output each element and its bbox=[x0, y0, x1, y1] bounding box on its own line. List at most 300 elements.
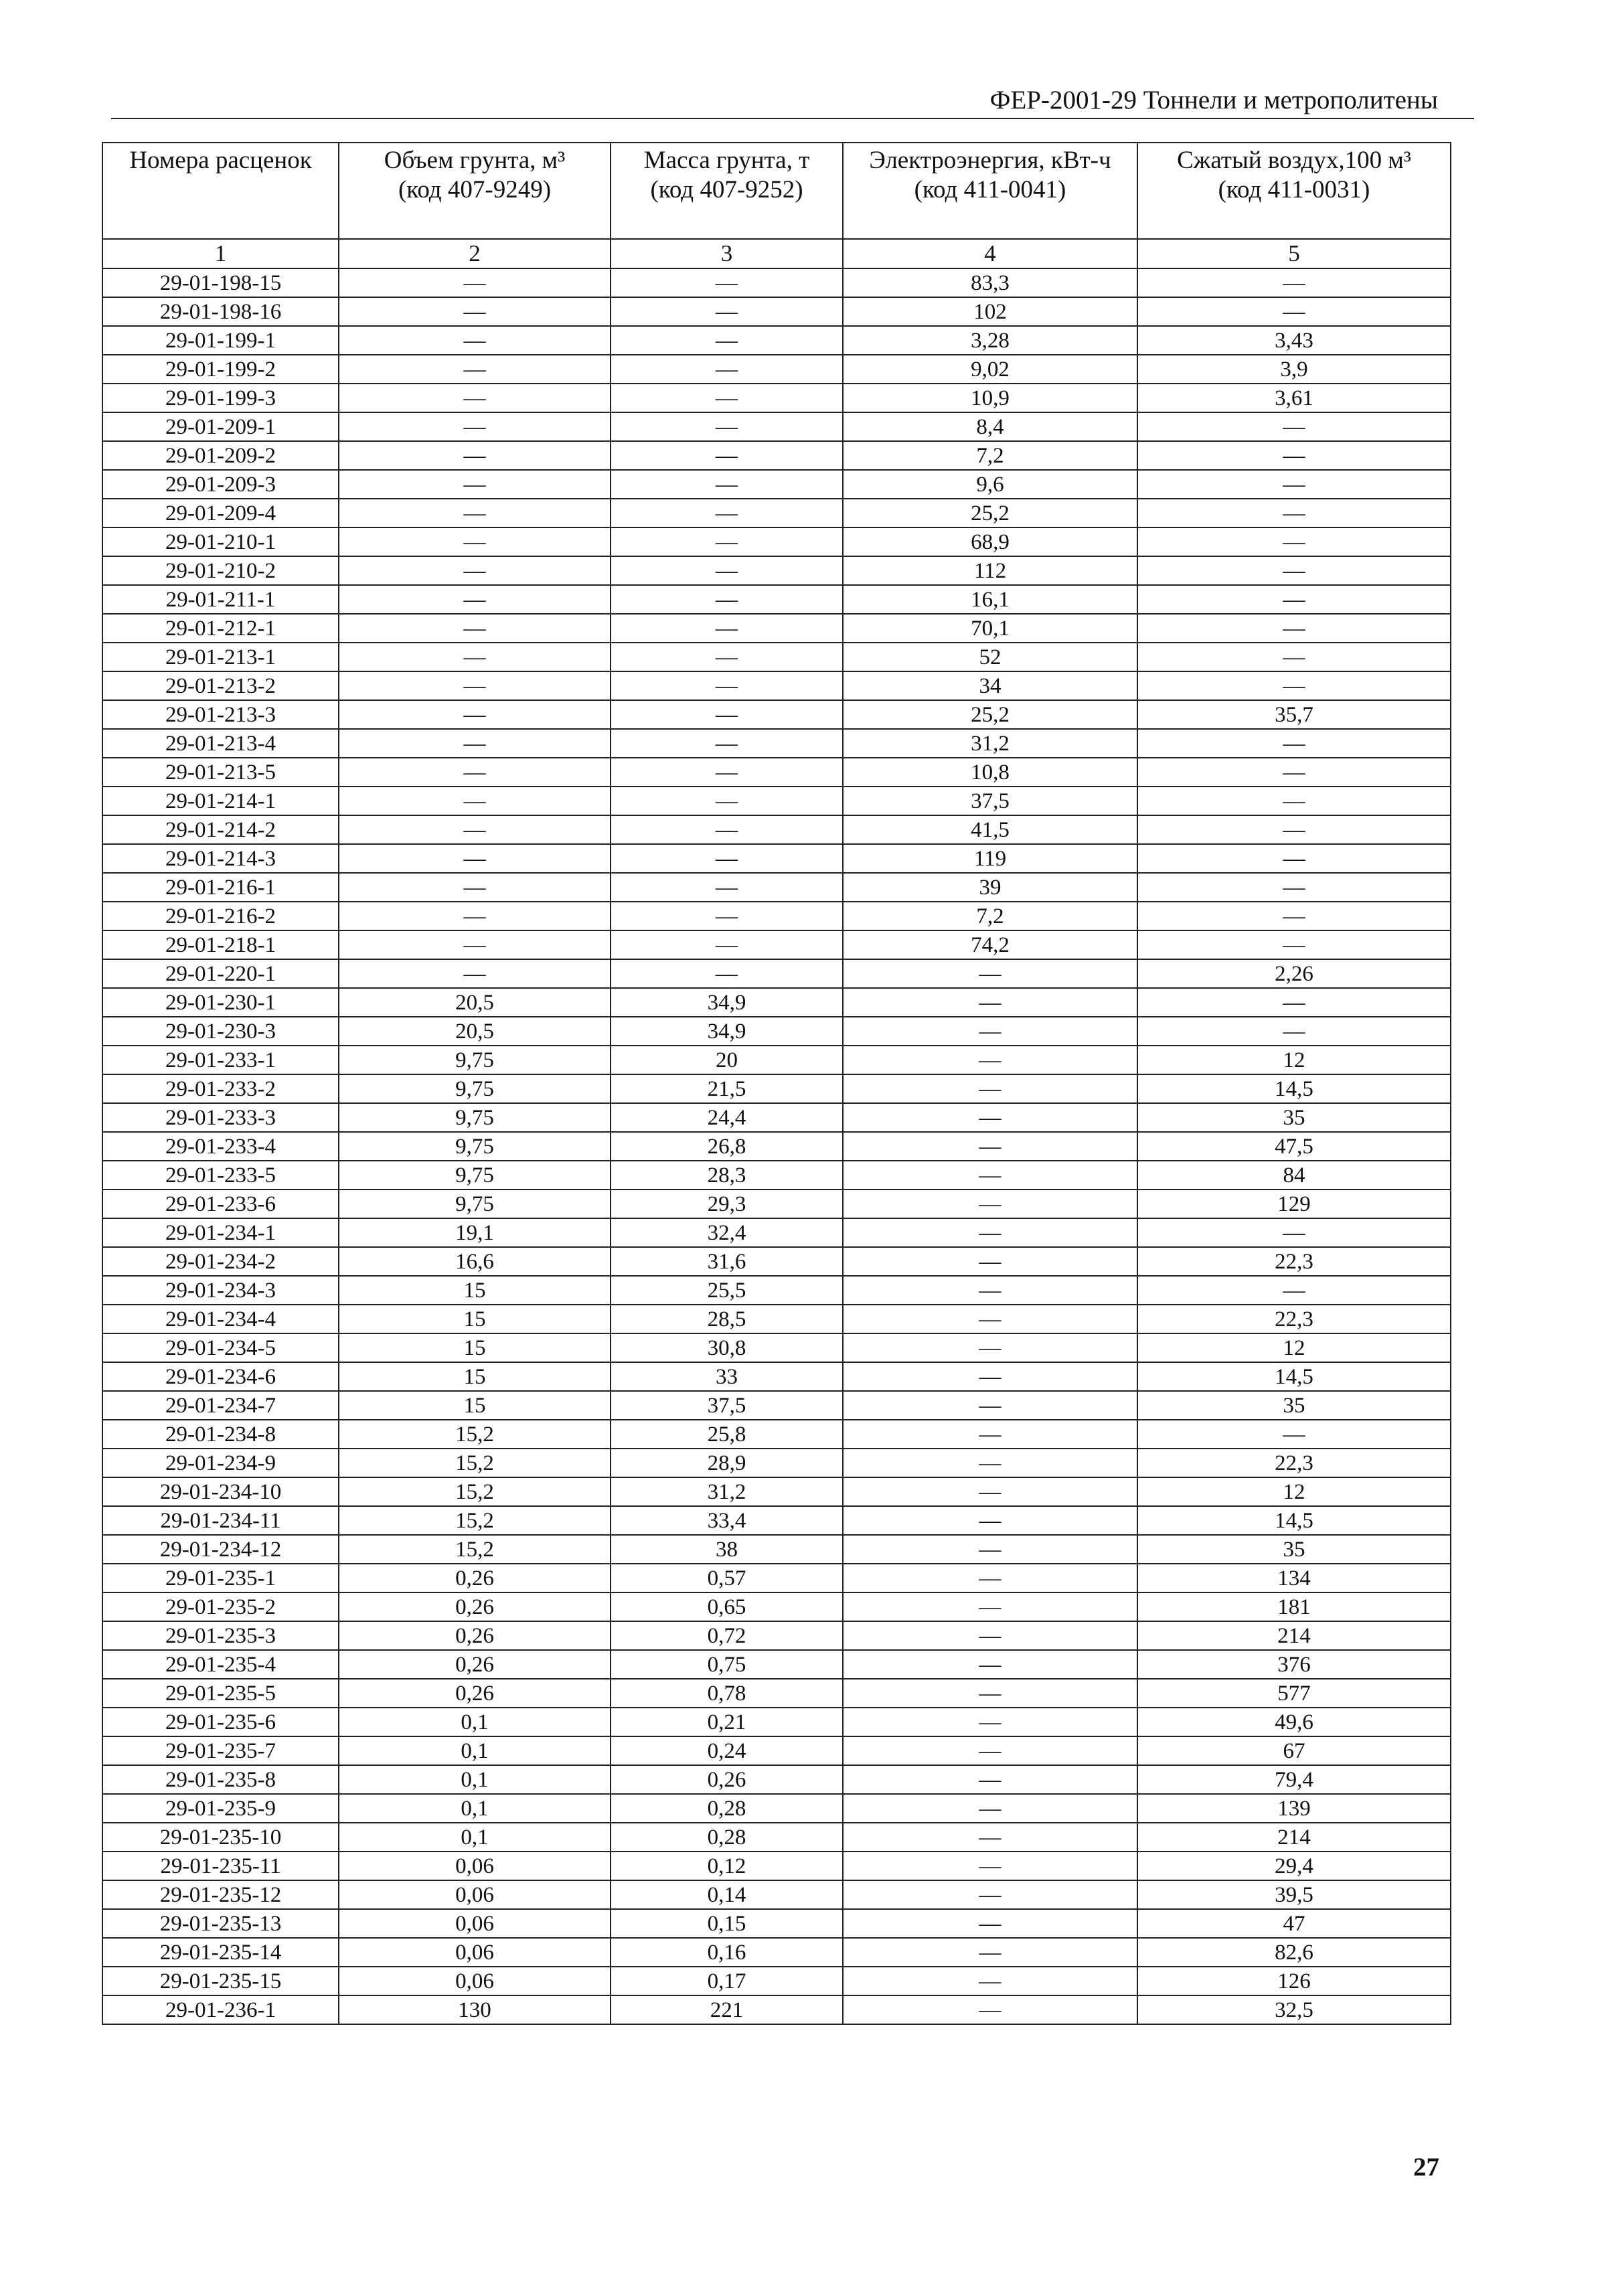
electricity-cell: — bbox=[843, 1736, 1137, 1765]
table-row bbox=[102, 1650, 1451, 1679]
table-row bbox=[102, 1161, 1451, 1190]
compressed-air-cell: — bbox=[1137, 815, 1451, 844]
compressed-air-cell: — bbox=[1137, 988, 1451, 1017]
table-row bbox=[102, 671, 1451, 700]
rate-number-cell: 29-01-213-1 bbox=[102, 643, 339, 671]
rate-number-cell: 29-01-235-9 bbox=[102, 1794, 339, 1823]
rate-number-cell: 29-01-234-1 bbox=[102, 1218, 339, 1247]
electricity-cell: 10,9 bbox=[843, 384, 1137, 412]
electricity-cell: 83,3 bbox=[843, 268, 1137, 297]
electricity-cell: — bbox=[843, 1074, 1137, 1103]
table-row bbox=[102, 1074, 1451, 1103]
soil-volume-cell: 15,2 bbox=[339, 1449, 611, 1477]
table-row bbox=[102, 1995, 1451, 2024]
column-header-label: Сжатый воздух,100 м³ bbox=[1177, 147, 1411, 174]
rate-number-cell: 29-01-235-5 bbox=[102, 1679, 339, 1708]
table-row bbox=[102, 1535, 1451, 1564]
soil-mass-cell: 20 bbox=[611, 1046, 843, 1074]
electricity-cell: — bbox=[843, 1564, 1137, 1592]
table-row bbox=[102, 1621, 1451, 1650]
soil-volume-cell: — bbox=[339, 470, 611, 499]
soil-mass-cell: — bbox=[611, 412, 843, 441]
soil-mass-cell: 0,75 bbox=[611, 1650, 843, 1679]
compressed-air-cell: 47,5 bbox=[1137, 1132, 1451, 1161]
table-row bbox=[102, 873, 1451, 902]
rate-number-cell: 29-01-218-1 bbox=[102, 930, 339, 959]
compressed-air-cell: — bbox=[1137, 729, 1451, 758]
soil-mass-cell: 0,78 bbox=[611, 1679, 843, 1708]
compressed-air-cell: — bbox=[1137, 873, 1451, 902]
rate-number-cell: 29-01-234-10 bbox=[102, 1477, 339, 1506]
table-row bbox=[102, 1564, 1451, 1592]
rate-number-cell: 29-01-235-13 bbox=[102, 1909, 339, 1938]
rate-number-cell: 29-01-234-5 bbox=[102, 1333, 339, 1362]
electricity-cell: 7,2 bbox=[843, 902, 1137, 930]
electricity-cell: — bbox=[843, 959, 1137, 988]
soil-mass-cell: 29,3 bbox=[611, 1190, 843, 1218]
table-row bbox=[102, 988, 1451, 1017]
soil-mass-cell: 0,28 bbox=[611, 1823, 843, 1852]
table-row bbox=[102, 930, 1451, 959]
soil-volume-cell: 0,1 bbox=[339, 1708, 611, 1736]
rate-number-cell: 29-01-234-9 bbox=[102, 1449, 339, 1477]
soil-mass-cell: 21,5 bbox=[611, 1074, 843, 1103]
electricity-cell: — bbox=[843, 1477, 1137, 1506]
rate-number-cell: 29-01-214-3 bbox=[102, 844, 339, 873]
soil-volume-cell: — bbox=[339, 902, 611, 930]
electricity-cell: — bbox=[843, 1103, 1137, 1132]
electricity-cell: 70,1 bbox=[843, 614, 1137, 643]
soil-volume-cell: 9,75 bbox=[339, 1190, 611, 1218]
rate-number-cell: 29-01-233-1 bbox=[102, 1046, 339, 1074]
soil-volume-cell: 9,75 bbox=[339, 1132, 611, 1161]
electricity-cell: — bbox=[843, 1852, 1137, 1880]
compressed-air-cell: 14,5 bbox=[1137, 1074, 1451, 1103]
soil-volume-cell: 0,26 bbox=[339, 1621, 611, 1650]
compressed-air-cell: — bbox=[1137, 527, 1451, 556]
rate-number-cell: 29-01-235-1 bbox=[102, 1564, 339, 1592]
soil-mass-cell: 33,4 bbox=[611, 1506, 843, 1535]
soil-volume-cell: — bbox=[339, 527, 611, 556]
compressed-air-cell: 35 bbox=[1137, 1535, 1451, 1564]
compressed-air-cell: — bbox=[1137, 412, 1451, 441]
compressed-air-cell: 79,4 bbox=[1137, 1765, 1451, 1794]
table-row bbox=[102, 729, 1451, 758]
soil-volume-cell: — bbox=[339, 326, 611, 355]
electricity-cell: — bbox=[843, 1420, 1137, 1449]
table-row bbox=[102, 844, 1451, 873]
electricity-cell: 8,4 bbox=[843, 412, 1137, 441]
soil-mass-cell: 28,9 bbox=[611, 1449, 843, 1477]
compressed-air-cell: 139 bbox=[1137, 1794, 1451, 1823]
compressed-air-cell: 3,61 bbox=[1137, 384, 1451, 412]
table-header bbox=[102, 143, 1451, 268]
soil-mass-cell: 34,9 bbox=[611, 1017, 843, 1046]
soil-volume-cell: — bbox=[339, 499, 611, 527]
soil-volume-cell: 15 bbox=[339, 1362, 611, 1391]
soil-mass-cell: 28,5 bbox=[611, 1305, 843, 1333]
table-row bbox=[102, 1333, 1451, 1362]
soil-volume-cell: 20,5 bbox=[339, 988, 611, 1017]
soil-mass-cell: 38 bbox=[611, 1535, 843, 1564]
rate-number-cell: 29-01-213-2 bbox=[102, 671, 339, 700]
soil-volume-cell: 15 bbox=[339, 1333, 611, 1362]
table-row bbox=[102, 1880, 1451, 1909]
table-row bbox=[102, 1679, 1451, 1708]
electricity-cell: — bbox=[843, 1708, 1137, 1736]
soil-volume-cell: — bbox=[339, 815, 611, 844]
soil-volume-cell: 0,06 bbox=[339, 1938, 611, 1967]
rate-number-cell: 29-01-234-12 bbox=[102, 1535, 339, 1564]
electricity-cell: 25,2 bbox=[843, 499, 1137, 527]
compressed-air-cell: 49,6 bbox=[1137, 1708, 1451, 1736]
electricity-cell: 37,5 bbox=[843, 787, 1137, 815]
table-row bbox=[102, 1276, 1451, 1305]
rate-number-cell: 29-01-214-2 bbox=[102, 815, 339, 844]
rate-number-cell: 29-01-233-6 bbox=[102, 1190, 339, 1218]
compressed-air-cell: 14,5 bbox=[1137, 1506, 1451, 1535]
rate-number-cell: 29-01-213-5 bbox=[102, 758, 339, 787]
table-row bbox=[102, 1506, 1451, 1535]
electricity-cell: — bbox=[843, 1017, 1137, 1046]
electricity-cell: 68,9 bbox=[843, 527, 1137, 556]
compressed-air-cell: — bbox=[1137, 614, 1451, 643]
electricity-cell: — bbox=[843, 1650, 1137, 1679]
soil-volume-cell: 0,1 bbox=[339, 1736, 611, 1765]
soil-mass-cell: 26,8 bbox=[611, 1132, 843, 1161]
soil-mass-cell: — bbox=[611, 326, 843, 355]
compressed-air-cell: — bbox=[1137, 470, 1451, 499]
electricity-cell: — bbox=[843, 1190, 1137, 1218]
electricity-cell: 102 bbox=[843, 297, 1137, 326]
rate-number-cell: 29-01-233-4 bbox=[102, 1132, 339, 1161]
electricity-cell: — bbox=[843, 1132, 1137, 1161]
rate-number-cell: 29-01-216-2 bbox=[102, 902, 339, 930]
soil-volume-cell: 19,1 bbox=[339, 1218, 611, 1247]
column-header-label: Электроэнергия, кВт-ч bbox=[869, 147, 1111, 174]
soil-mass-cell: 32,4 bbox=[611, 1218, 843, 1247]
column-header-electricity bbox=[843, 143, 1137, 239]
column-number: 5 bbox=[1137, 239, 1451, 268]
rate-number-cell: 29-01-235-3 bbox=[102, 1621, 339, 1650]
soil-mass-cell: — bbox=[611, 527, 843, 556]
electricity-cell: 119 bbox=[843, 844, 1137, 873]
electricity-cell: 39 bbox=[843, 873, 1137, 902]
rate-number-cell: 29-01-209-1 bbox=[102, 412, 339, 441]
electricity-cell: — bbox=[843, 1679, 1137, 1708]
electricity-cell: — bbox=[843, 1046, 1137, 1074]
rates-table bbox=[102, 142, 1451, 2025]
electricity-cell: 9,02 bbox=[843, 355, 1137, 384]
compressed-air-cell: 129 bbox=[1137, 1190, 1451, 1218]
compressed-air-cell: — bbox=[1137, 758, 1451, 787]
table-row bbox=[102, 556, 1451, 585]
column-header-soil-volume bbox=[339, 143, 611, 239]
compressed-air-cell: 35 bbox=[1137, 1103, 1451, 1132]
rate-number-cell: 29-01-233-5 bbox=[102, 1161, 339, 1190]
electricity-cell: — bbox=[843, 1909, 1137, 1938]
rate-number-cell: 29-01-234-7 bbox=[102, 1391, 339, 1420]
soil-volume-cell: 0,26 bbox=[339, 1592, 611, 1621]
soil-mass-cell: 31,2 bbox=[611, 1477, 843, 1506]
soil-mass-cell: — bbox=[611, 384, 843, 412]
soil-volume-cell: — bbox=[339, 671, 611, 700]
table-row bbox=[102, 527, 1451, 556]
soil-mass-cell: 31,6 bbox=[611, 1247, 843, 1276]
soil-volume-cell: 0,06 bbox=[339, 1852, 611, 1880]
soil-volume-cell: — bbox=[339, 355, 611, 384]
table-row bbox=[102, 1765, 1451, 1794]
table-row bbox=[102, 297, 1451, 326]
soil-volume-cell: — bbox=[339, 384, 611, 412]
soil-mass-cell: — bbox=[611, 902, 843, 930]
compressed-air-cell: 126 bbox=[1137, 1967, 1451, 1995]
rate-number-cell: 29-01-235-8 bbox=[102, 1765, 339, 1794]
table-row bbox=[102, 1420, 1451, 1449]
soil-volume-cell: — bbox=[339, 959, 611, 988]
soil-volume-cell: 15,2 bbox=[339, 1535, 611, 1564]
table-row bbox=[102, 1909, 1451, 1938]
compressed-air-cell: 376 bbox=[1137, 1650, 1451, 1679]
soil-mass-cell: 33 bbox=[611, 1362, 843, 1391]
table-row bbox=[102, 326, 1451, 355]
soil-volume-cell: 130 bbox=[339, 1995, 611, 2024]
rate-number-cell: 29-01-235-15 bbox=[102, 1967, 339, 1995]
soil-volume-cell: — bbox=[339, 787, 611, 815]
soil-volume-cell: 15 bbox=[339, 1305, 611, 1333]
table-row bbox=[102, 1477, 1451, 1506]
soil-mass-cell: 0,28 bbox=[611, 1794, 843, 1823]
soil-mass-cell: — bbox=[611, 729, 843, 758]
soil-mass-cell: 0,16 bbox=[611, 1938, 843, 1967]
table-row bbox=[102, 1046, 1451, 1074]
rate-number-cell: 29-01-220-1 bbox=[102, 959, 339, 988]
header-rule bbox=[111, 118, 1474, 119]
table-row bbox=[102, 470, 1451, 499]
rate-number-cell: 29-01-209-4 bbox=[102, 499, 339, 527]
soil-mass-cell: 0,12 bbox=[611, 1852, 843, 1880]
rate-number-cell: 29-01-235-12 bbox=[102, 1880, 339, 1909]
table-row bbox=[102, 1823, 1451, 1852]
document-header-title: ФЕР-2001-29 Тоннели и метрополитены bbox=[989, 86, 1438, 114]
compressed-air-cell: 39,5 bbox=[1137, 1880, 1451, 1909]
table-row bbox=[102, 1852, 1451, 1880]
soil-volume-cell: — bbox=[339, 729, 611, 758]
compressed-air-cell: — bbox=[1137, 499, 1451, 527]
table-row bbox=[102, 1132, 1451, 1161]
rate-number-cell: 29-01-211-1 bbox=[102, 585, 339, 614]
electricity-cell: — bbox=[843, 1794, 1137, 1823]
soil-mass-cell: — bbox=[611, 671, 843, 700]
soil-volume-cell: — bbox=[339, 412, 611, 441]
table-row bbox=[102, 1794, 1451, 1823]
soil-mass-cell: 25,5 bbox=[611, 1276, 843, 1305]
rate-number-cell: 29-01-216-1 bbox=[102, 873, 339, 902]
soil-mass-cell: 24,4 bbox=[611, 1103, 843, 1132]
soil-volume-cell: 0,1 bbox=[339, 1823, 611, 1852]
soil-volume-cell: — bbox=[339, 930, 611, 959]
soil-mass-cell: — bbox=[611, 700, 843, 729]
rate-number-cell: 29-01-234-2 bbox=[102, 1247, 339, 1276]
soil-mass-cell: — bbox=[611, 844, 843, 873]
table-row bbox=[102, 1391, 1451, 1420]
soil-mass-cell: 0,57 bbox=[611, 1564, 843, 1592]
rate-number-cell: 29-01-236-1 bbox=[102, 1995, 339, 2024]
compressed-air-cell: — bbox=[1137, 268, 1451, 297]
soil-volume-cell: 20,5 bbox=[339, 1017, 611, 1046]
electricity-cell: — bbox=[843, 1218, 1137, 1247]
soil-volume-cell: 0,06 bbox=[339, 1909, 611, 1938]
table-row bbox=[102, 787, 1451, 815]
rate-number-cell: 29-01-235-4 bbox=[102, 1650, 339, 1679]
soil-mass-cell: 0,14 bbox=[611, 1880, 843, 1909]
table-row bbox=[102, 1967, 1451, 1995]
compressed-air-cell: — bbox=[1137, 844, 1451, 873]
soil-volume-cell: — bbox=[339, 873, 611, 902]
electricity-cell: — bbox=[843, 1765, 1137, 1794]
soil-volume-cell: — bbox=[339, 643, 611, 671]
compressed-air-cell: — bbox=[1137, 1420, 1451, 1449]
column-header-code: (код 407-9252) bbox=[650, 176, 803, 203]
electricity-cell: — bbox=[843, 1938, 1137, 1967]
electricity-cell: — bbox=[843, 1247, 1137, 1276]
compressed-air-cell: 29,4 bbox=[1137, 1852, 1451, 1880]
table-row bbox=[102, 1305, 1451, 1333]
compressed-air-cell: 14,5 bbox=[1137, 1362, 1451, 1391]
column-headers bbox=[102, 143, 1451, 239]
table-row bbox=[102, 441, 1451, 470]
compressed-air-cell: 35,7 bbox=[1137, 700, 1451, 729]
column-header-compressed-air bbox=[1137, 143, 1451, 239]
table-row bbox=[102, 412, 1451, 441]
compressed-air-cell: — bbox=[1137, 1017, 1451, 1046]
soil-mass-cell: 0,65 bbox=[611, 1592, 843, 1621]
soil-mass-cell: 25,8 bbox=[611, 1420, 843, 1449]
compressed-air-cell: 47 bbox=[1137, 1909, 1451, 1938]
electricity-cell: 34 bbox=[843, 671, 1137, 700]
compressed-air-cell: 22,3 bbox=[1137, 1449, 1451, 1477]
rate-number-cell: 29-01-235-11 bbox=[102, 1852, 339, 1880]
table-row bbox=[102, 1592, 1451, 1621]
rate-number-cell: 29-01-235-6 bbox=[102, 1708, 339, 1736]
table-row bbox=[102, 758, 1451, 787]
compressed-air-cell: 32,5 bbox=[1137, 1995, 1451, 2024]
compressed-air-cell: 84 bbox=[1137, 1161, 1451, 1190]
electricity-cell: 3,28 bbox=[843, 326, 1137, 355]
soil-volume-cell: — bbox=[339, 441, 611, 470]
table-row bbox=[102, 700, 1451, 729]
electricity-cell: — bbox=[843, 1305, 1137, 1333]
soil-volume-cell: 9,75 bbox=[339, 1074, 611, 1103]
soil-volume-cell: 0,1 bbox=[339, 1794, 611, 1823]
table-row bbox=[102, 643, 1451, 671]
rate-number-cell: 29-01-213-4 bbox=[102, 729, 339, 758]
electricity-cell: — bbox=[843, 1621, 1137, 1650]
soil-mass-cell: 0,72 bbox=[611, 1621, 843, 1650]
soil-mass-cell: — bbox=[611, 470, 843, 499]
column-header-rate-number bbox=[102, 143, 339, 239]
soil-mass-cell: 0,17 bbox=[611, 1967, 843, 1995]
soil-mass-cell: — bbox=[611, 355, 843, 384]
electricity-cell: 9,6 bbox=[843, 470, 1137, 499]
table-row bbox=[102, 1247, 1451, 1276]
compressed-air-cell: — bbox=[1137, 297, 1451, 326]
soil-volume-cell: 0,26 bbox=[339, 1650, 611, 1679]
table-row bbox=[102, 384, 1451, 412]
table-row bbox=[102, 499, 1451, 527]
rate-number-cell: 29-01-235-7 bbox=[102, 1736, 339, 1765]
rate-number-cell: 29-01-199-2 bbox=[102, 355, 339, 384]
compressed-air-cell: 35 bbox=[1137, 1391, 1451, 1420]
electricity-cell: 41,5 bbox=[843, 815, 1137, 844]
soil-volume-cell: 9,75 bbox=[339, 1161, 611, 1190]
soil-volume-cell: 15 bbox=[339, 1276, 611, 1305]
table-row bbox=[102, 1362, 1451, 1391]
table-row bbox=[102, 1190, 1451, 1218]
column-number: 3 bbox=[611, 239, 843, 268]
rate-number-cell: 29-01-214-1 bbox=[102, 787, 339, 815]
table-row bbox=[102, 1218, 1451, 1247]
table-row bbox=[102, 1103, 1451, 1132]
rate-number-cell: 29-01-234-4 bbox=[102, 1305, 339, 1333]
soil-volume-cell: 0,26 bbox=[339, 1679, 611, 1708]
soil-volume-cell: — bbox=[339, 556, 611, 585]
rate-number-cell: 29-01-212-1 bbox=[102, 614, 339, 643]
rate-number-cell: 29-01-213-3 bbox=[102, 700, 339, 729]
soil-mass-cell: — bbox=[611, 643, 843, 671]
electricity-cell: — bbox=[843, 1449, 1137, 1477]
compressed-air-cell: 577 bbox=[1137, 1679, 1451, 1708]
soil-volume-cell: — bbox=[339, 700, 611, 729]
soil-volume-cell: 16,6 bbox=[339, 1247, 611, 1276]
compressed-air-cell: — bbox=[1137, 1218, 1451, 1247]
page-number: 27 bbox=[1413, 2153, 1439, 2182]
soil-mass-cell: — bbox=[611, 930, 843, 959]
compressed-air-cell: — bbox=[1137, 671, 1451, 700]
soil-mass-cell: 221 bbox=[611, 1995, 843, 2024]
electricity-cell: 112 bbox=[843, 556, 1137, 585]
soil-volume-cell: — bbox=[339, 268, 611, 297]
table-row bbox=[102, 1449, 1451, 1477]
table-row bbox=[102, 959, 1451, 988]
soil-volume-cell: 15,2 bbox=[339, 1420, 611, 1449]
rate-number-cell: 29-01-210-2 bbox=[102, 556, 339, 585]
soil-volume-cell: 9,75 bbox=[339, 1046, 611, 1074]
table-row bbox=[102, 902, 1451, 930]
rate-number-cell: 29-01-210-1 bbox=[102, 527, 339, 556]
electricity-cell: — bbox=[843, 1276, 1137, 1305]
rate-number-cell: 29-01-199-1 bbox=[102, 326, 339, 355]
soil-mass-cell: — bbox=[611, 585, 843, 614]
compressed-air-cell: — bbox=[1137, 787, 1451, 815]
soil-mass-cell: — bbox=[611, 614, 843, 643]
compressed-air-cell: — bbox=[1137, 585, 1451, 614]
table-row bbox=[102, 1938, 1451, 1967]
soil-volume-cell: 15,2 bbox=[339, 1477, 611, 1506]
soil-mass-cell: 0,24 bbox=[611, 1736, 843, 1765]
soil-mass-cell: — bbox=[611, 815, 843, 844]
soil-mass-cell: — bbox=[611, 556, 843, 585]
rate-number-cell: 29-01-198-15 bbox=[102, 268, 339, 297]
rate-number-cell: 29-01-234-3 bbox=[102, 1276, 339, 1305]
soil-mass-cell: 37,5 bbox=[611, 1391, 843, 1420]
soil-volume-cell: — bbox=[339, 758, 611, 787]
rate-number-cell: 29-01-235-14 bbox=[102, 1938, 339, 1967]
soil-mass-cell: — bbox=[611, 268, 843, 297]
column-number: 4 bbox=[843, 239, 1137, 268]
compressed-air-cell: — bbox=[1137, 441, 1451, 470]
rate-number-cell: 29-01-234-11 bbox=[102, 1506, 339, 1535]
